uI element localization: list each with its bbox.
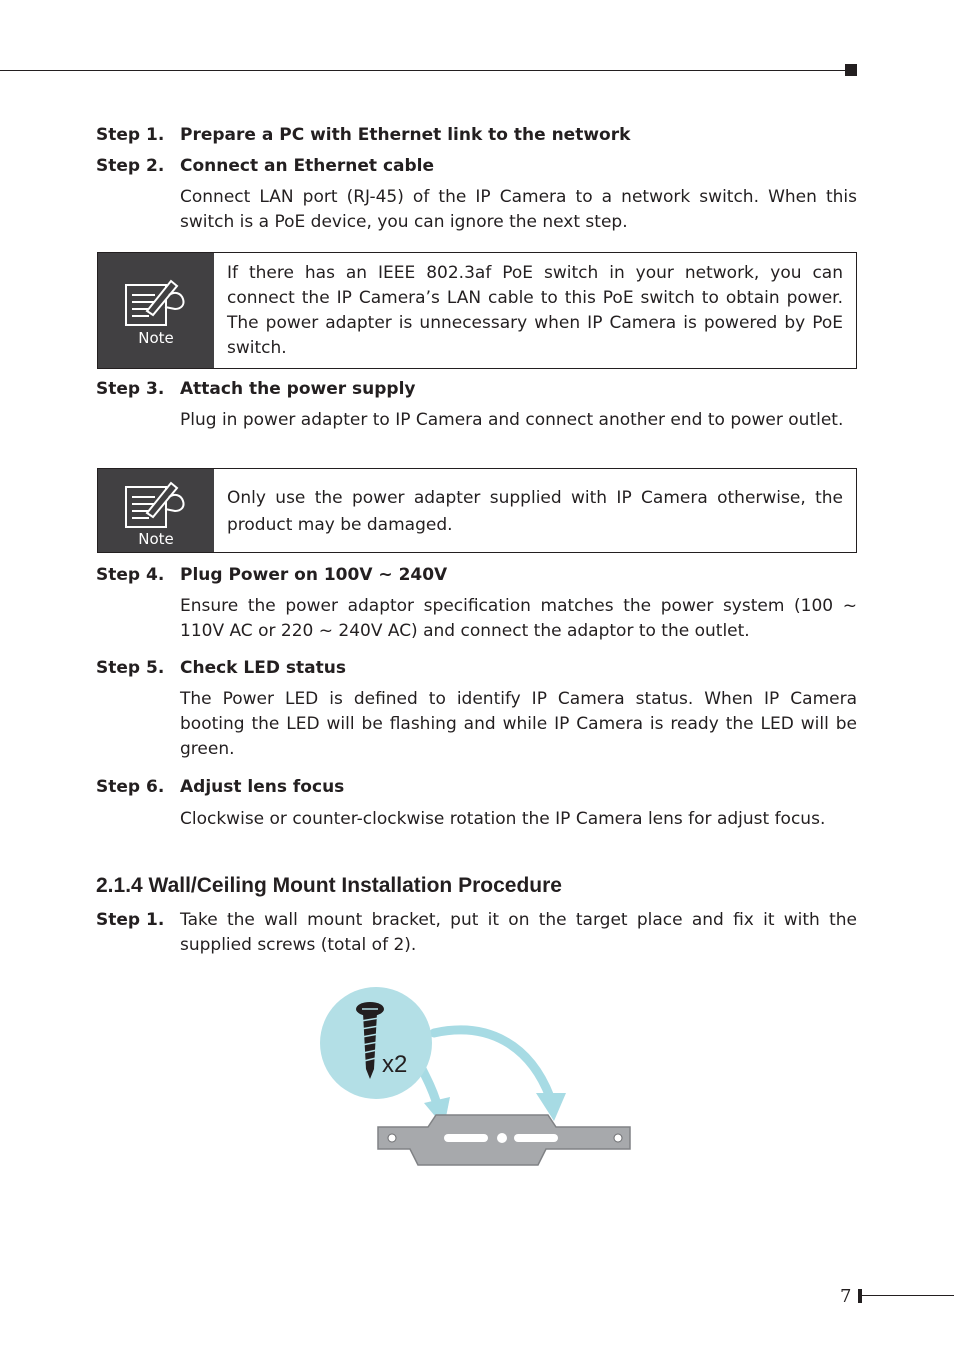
step-2-text: Connect LAN port (RJ-45) of the IP Camera to a network switch. When this switch is a PoE device, you can ignore the next step.	[180, 187, 857, 232]
page-number-rule	[862, 1295, 954, 1296]
step-6-title: Step 6. Adjust lens focus	[96, 777, 345, 797]
note-label: Note	[138, 530, 174, 548]
note-sidebar	[98, 469, 214, 552]
wall-mount-figure	[318, 985, 638, 1175]
note-label: Note	[138, 329, 174, 347]
mount-step-1-text: Take the wall mount bracket, put it on the target place and fix it with the supplied screws (total of 2).	[180, 910, 857, 955]
note-box-power-adapter	[97, 468, 857, 553]
note-sidebar	[98, 253, 214, 368]
note-box-poe	[97, 252, 857, 369]
arrow-right	[434, 1030, 566, 1121]
step-3-text: Plug in power adapter to IP Camera and connect another end to power outlet.	[180, 410, 844, 430]
page-number: 7	[840, 1286, 852, 1307]
header-square	[845, 64, 857, 76]
header-rule	[0, 70, 846, 71]
step-5-title: Step 5. Check LED status	[96, 658, 346, 678]
step-5-text: The Power LED is defined to identify IP Camera status. When IP Camera booting the LED will be flashing and while IP Camera is ready the LED will be green.	[180, 689, 857, 759]
step-3-title: Step 3. Attach the power supply	[96, 379, 416, 399]
step-6-text: Clockwise or counter-clockwise rotation the IP Camera lens for adjust focus.	[180, 809, 826, 829]
screw-quantity-label: x2	[382, 1051, 408, 1078]
step-2-title: Step 2. Connect an Ethernet cable	[96, 156, 435, 176]
note-text: Only use the power adapter supplied with IP Camera otherwise, the product may be damaged.	[227, 488, 843, 535]
step-4-title: Step 4. Plug Power on 100V ~ 240V	[96, 565, 448, 585]
step-1-title: Step 1. Prepare a PC with Ethernet link to the network	[96, 125, 631, 145]
note-pencil-icon	[125, 277, 187, 327]
note-pencil-icon	[125, 479, 187, 529]
step-4-text: Ensure the power adaptor specification matches the power system (100 ~ 110V AC or 220 ~ 240V AC) and connect the adaptor to the outlet.	[180, 596, 857, 641]
note-text: If there has an IEEE 802.3af PoE switch in your network, you can connect the IP Camera’s LAN cable to this PoE switch to obtain power. The power adapter is unnecessary when IP Camera is powered by PoE switch.	[227, 263, 843, 358]
section-heading: 2.1.4 Wall/Ceiling Mount Installation Procedure	[96, 874, 562, 897]
mount-step-1-number: Step 1.	[96, 910, 165, 930]
page-number-bar	[858, 1289, 862, 1303]
mount-bracket	[378, 1115, 630, 1165]
